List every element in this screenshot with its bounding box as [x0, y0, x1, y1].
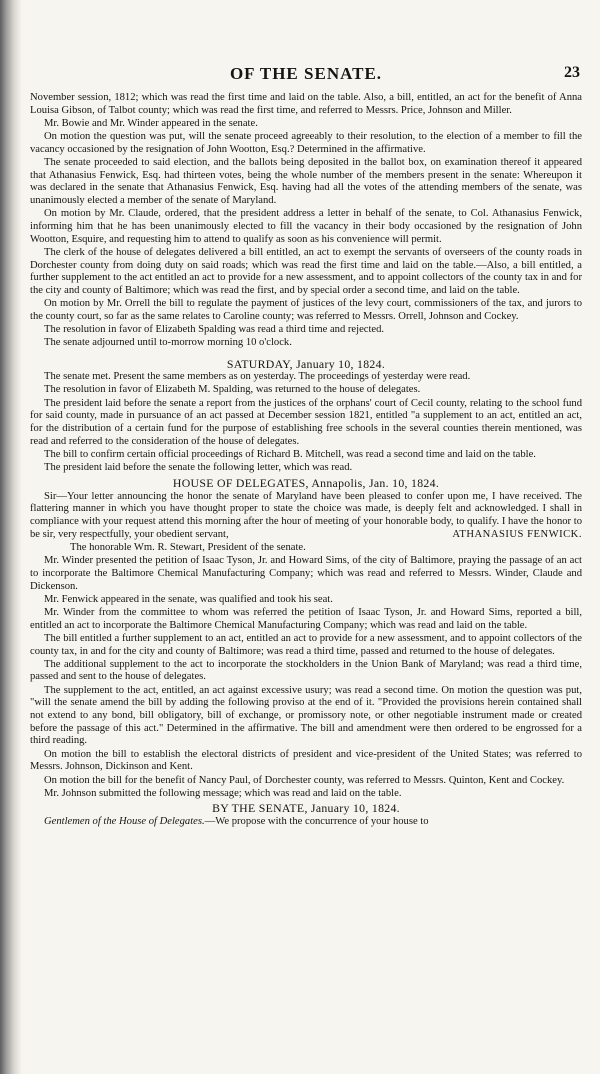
letter-text: Sir—Your letter announcing the honor the senate of Maryland have been pleased to confer upon me, I have received. The flattering manner in which you have thought proper to state the choice was made, is deeply felt and acknowledged. I shall in compliance with your request attend this morning after the hour of meeting of your honorable body, to qualify. I have the honor to be sir, very respectfully, your obedient servant,: [30, 490, 582, 540]
letter-body: [30, 491, 582, 542]
paragraph: Mr. Winder from the committee to whom was referred the petition of Isaac Tyson, Jr. and Howard Sims, reported a bill, entitled an act to incorporate the Baltimore Chemical Manufacturing Company; which was read and laid on the table.: [30, 606, 582, 631]
paragraph: On motion the question was put, will the senate proceed agreeably to their resolution, to the election of a member to fill the vacancy occasioned by the resignation of John Wootton, Esq.? Determined in the affirmative.: [30, 131, 582, 155]
paragraph: The president laid before the senate the following letter, which was read.: [44, 462, 353, 474]
letter-signature: ATHANASIUS FENWICK.: [452, 528, 582, 540]
letter-addressee: The honorable Wm. R. Stewart, President of the senate.: [70, 541, 306, 553]
paragraph: Mr. Bowie and Mr. Winder appeared in the senate.: [44, 117, 258, 129]
paragraph: The supplement to the act, entitled, an act against excessive usury; was read a second time. On motion the question was put, "will the senate amend the bill by adding the following proviso at the end of it. "Provided the provisions herein contained shall not extend to any bond, bill obligatory, bill of exchange, or promissory note, or other negotiable instrument made or created before the passage of this act." Determined in the affirmative. The bill and amendment were then ordered to be engrossed for a third reading.: [30, 684, 582, 747]
paragraph: Mr. Fenwick appeared in the senate, was qualified and took his seat.: [44, 593, 333, 605]
letter-heading: HOUSE OF DELEGATES, Annapolis, Jan. 10, 1824.: [172, 475, 440, 490]
paragraph: Mr. Winder presented the petition of Isaac Tyson, Jr. and Howard Sims, of the city of Baltimore, praying the passage of an act to incorporate the Baltimore Chemical Manufacturing Company; which was read and referred to Messrs. Winder, Claude and Dickenson.: [30, 555, 582, 592]
paragraph: On motion by Mr. Orrell the bill to regulate the payment of justices of the levy court, commissioners of the tax, and jurors to the county court, so far as the same relates to Caroline county; was referred to Messrs. Orrell, Johnson and Cockey.: [30, 298, 582, 322]
paragraph: On motion by Mr. Claude, ordered, that the president address a letter in behalf of the senate, to Col. Athanasius Fenwick, informing him that he has been unanimously elected to fill the vacancy in their body occasioned by the resignation of John Wootton, Esquire, and requesting him to attend to qualify as soon as his convenience will permit.: [30, 208, 582, 245]
paragraph: The senate met. Present the same members as on yesterday. The proceedings of yesterday were read.: [44, 371, 471, 383]
paragraph: The resolution in favor of Elizabeth M. Spalding, was returned to the house of delegates.: [44, 384, 421, 396]
paragraph: The senate adjourned until to-morrow morning 10 o'clock.: [44, 337, 292, 349]
page-header: [30, 64, 582, 92]
paragraph: The bill to confirm certain official proceedings of Richard B. Mitchell, was read a second time and laid on the table.: [44, 448, 536, 460]
book-page: [30, 64, 582, 829]
page-binding-shadow: [0, 0, 22, 1074]
paragraph: The senate proceeded to said election, and the ballots being deposited in the ballot box, on examination thereof it appeared that Athanasius Fenwick, Esq. had thirteen votes, being the whole number of the members present in the senate: Whereupon it was declared in the senate that Athanasius Fenwick, Esq. having had all the votes of the attending members of the senate, was unanimously elected a member of the senate of Maryland.: [30, 157, 582, 207]
paragraph: On motion the bill to establish the electoral districts of president and vice-president of the United States; was referred to Messrs. Johnson, Dickinson and Kent.: [30, 748, 582, 773]
date-heading: BY THE SENATE, January 10, 1824.: [212, 801, 400, 816]
paragraph: Mr. Johnson submitted the following message; which was read and laid on the table.: [44, 787, 402, 799]
page-number: 23: [564, 64, 580, 81]
closing-paragraph: [30, 816, 582, 829]
paragraph: The additional supplement to the act to incorporate the stockholders in the Union Bank of Maryland; was read a third time, passed and sent to the house of delegates.: [30, 658, 582, 683]
paragraph: The clerk of the house of delegates delivered a bill entitled, an act to exempt the servants of overseers of the county roads in Dorchester county from doing duty on said roads; which was read the first time and laid on the table.—Also, a bill entitled, a further supplement to the act entitled an act to provide for a new assessment, and to appoint collectors of the county tax in and for the city and county of Baltimore; which was read the first, and by special order a second time, and laid on the table.: [30, 246, 582, 297]
running-title: OF THE SENATE.: [229, 64, 383, 83]
date-heading: SATURDAY, January 10, 1824.: [226, 356, 386, 371]
paragraph: The bill entitled a further supplement to an act, entitled an act to provide for a new assessment, and to appoint collectors of the county tax, in and for the city and county of Baltimore; was read a third time, passed and returned to the house of delegates.: [30, 632, 582, 657]
paragraph: The resolution in favor of Elizabeth Spalding was read a third time and rejected.: [44, 324, 385, 336]
paragraph: November session, 1812; which was read the first time and laid on the table. Also, a bill, entitled, an act for the benefit of Anna Louisa Gibson, of Talbot county; which was read the first time, and referred to Messrs. Price, Johnson and Miller.: [30, 92, 582, 116]
paragraph: On motion the bill for the benefit of Nancy Paul, of Dorchester county, was referred to Messrs. Quinton, Kent and Cockey.: [44, 774, 565, 786]
journal-text: [30, 92, 582, 829]
paragraph: The president laid before the senate a report from the justices of the orphans' court of Cecil county, relating to the school fund for said county, made in pursuance of an act passed at December session 1821, entitled "a supplement to an act, entitled an act, for the distribution of a certain fund for the purpose of establishing free schools in the several counties therein mentioned, was read and referred to the consideration of the house of delegates.: [30, 397, 582, 447]
closing-text: —We propose with the concurrence of your house to: [204, 816, 429, 828]
salutation: Gentlemen of the House of Delegates.: [44, 816, 205, 828]
